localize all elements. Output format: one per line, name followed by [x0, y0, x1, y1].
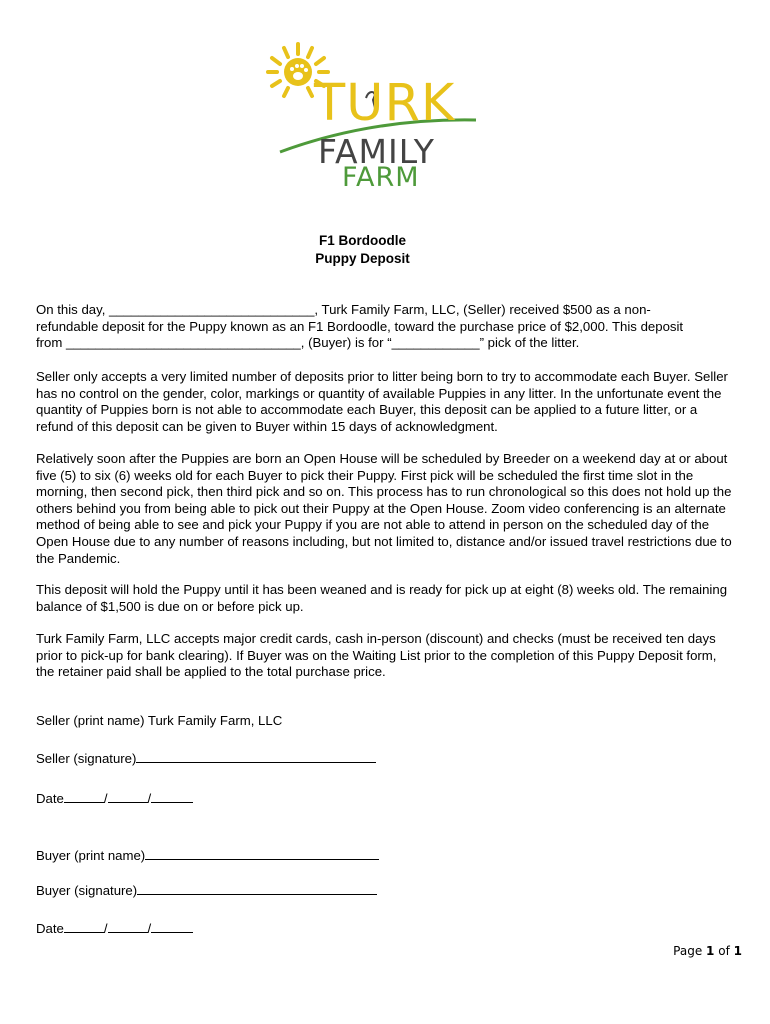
buyer-signature-label: Buyer (signature): [36, 883, 138, 898]
page-total: 1: [733, 944, 742, 958]
page-number: [673, 944, 742, 958]
logo-farm: FARM: [342, 162, 420, 193]
turk-family-farm-logo: [262, 40, 482, 193]
date-day-field[interactable]: [108, 790, 148, 803]
buyer-signature-field[interactable]: [137, 882, 377, 895]
date-slash: /: [103, 791, 108, 806]
document-title: F1 Bordoodle: [319, 233, 406, 248]
date-day-field[interactable]: [108, 920, 148, 933]
seller-print-name: Seller (print name) Turk Family Farm, LLC: [36, 713, 283, 728]
hold-paragraph: This deposit will hold the Puppy until it has been weaned and is ready for pick up at eight (8) weeks old. The remaining balance of $1,500 is due on or before pick up.: [36, 582, 728, 614]
buyer-print-label: Buyer (print name): [36, 848, 146, 863]
buyer-date-row: [36, 920, 193, 937]
deposit-paragraph: [36, 302, 736, 352]
page-of: of: [718, 944, 730, 958]
seller-date-row: [36, 790, 193, 807]
date-label: Date: [36, 921, 64, 936]
logo-turk: TURK: [314, 74, 456, 133]
seller-signature-field[interactable]: [136, 750, 376, 763]
seller-signature-row: [36, 750, 376, 767]
deposit-line-1: On this day, ____________________________, Turk Family Farm, LLC, (Seller) received $500 as a non-: [36, 302, 651, 317]
date-year-field[interactable]: [151, 920, 193, 933]
page-label: Page: [673, 944, 703, 958]
document-subtitle: Puppy Deposit: [315, 251, 410, 266]
buyer-print-field[interactable]: [145, 847, 379, 860]
date-slash: /: [147, 921, 152, 936]
date-year-field[interactable]: [151, 790, 193, 803]
page-current: 1: [706, 944, 715, 958]
buyer-print-row: [36, 847, 379, 864]
date-month-field[interactable]: [64, 920, 104, 933]
buyer-signature-row: [36, 882, 377, 899]
open-house-paragraph: Relatively soon after the Puppies are born an Open House will be scheduled by Breeder on a weekend day at or about five (5) to six (6) weeks old for each Buyer to pick their Puppy. First pick will be scheduled the first time slot in the morning, then second pick, then third pick and so on. This process has to run chronological so this does not hold up the others behind you from being able to pick out their Puppy at the Open House. Zoom video conferencing is an alternate method of being able to see and pick your Puppy if you are not able to attend in person on the scheduled day of the Open House due to any number of reasons including, but not limited to, distance and/or issued travel restrictions due to the Pandemic.: [36, 451, 732, 566]
seller-signature-label: Seller (signature): [36, 751, 137, 766]
logo-family: FAMILY: [318, 132, 435, 171]
seller-limits-paragraph: Seller only accepts a very limited number of deposits prior to litter being born to try to accommodate each Buyer. Seller has no control on the gender, color, markings or quantity of available Puppies in any litter. In the unfortunate event the quantity of Puppies born is not able to accommodate each Buyer, this deposit can be applied to a future litter, or a refund of this deposit can be given to Buyer within 15 days of acknowledgment.: [36, 369, 728, 434]
deposit-line-3: from ________________________________, (Buyer) is for “____________” pick of the litter.: [36, 335, 580, 351]
date-slash: /: [147, 791, 152, 806]
date-month-field[interactable]: [64, 790, 104, 803]
payment-paragraph: Turk Family Farm, LLC accepts major credit cards, cash in-person (discount) and checks (must be received ten days prior to pick-up for bank clearing). If Buyer was on the Waiting List prior to the completion of this Puppy Deposit form, the retainer paid shall be applied to the total purchase price.: [36, 631, 717, 680]
deposit-line-2: refundable deposit for the Puppy known as an F1 Bordoodle, toward the purchase price of $2,000. This deposit: [36, 318, 684, 334]
date-slash: /: [103, 921, 108, 936]
date-label: Date: [36, 791, 64, 806]
